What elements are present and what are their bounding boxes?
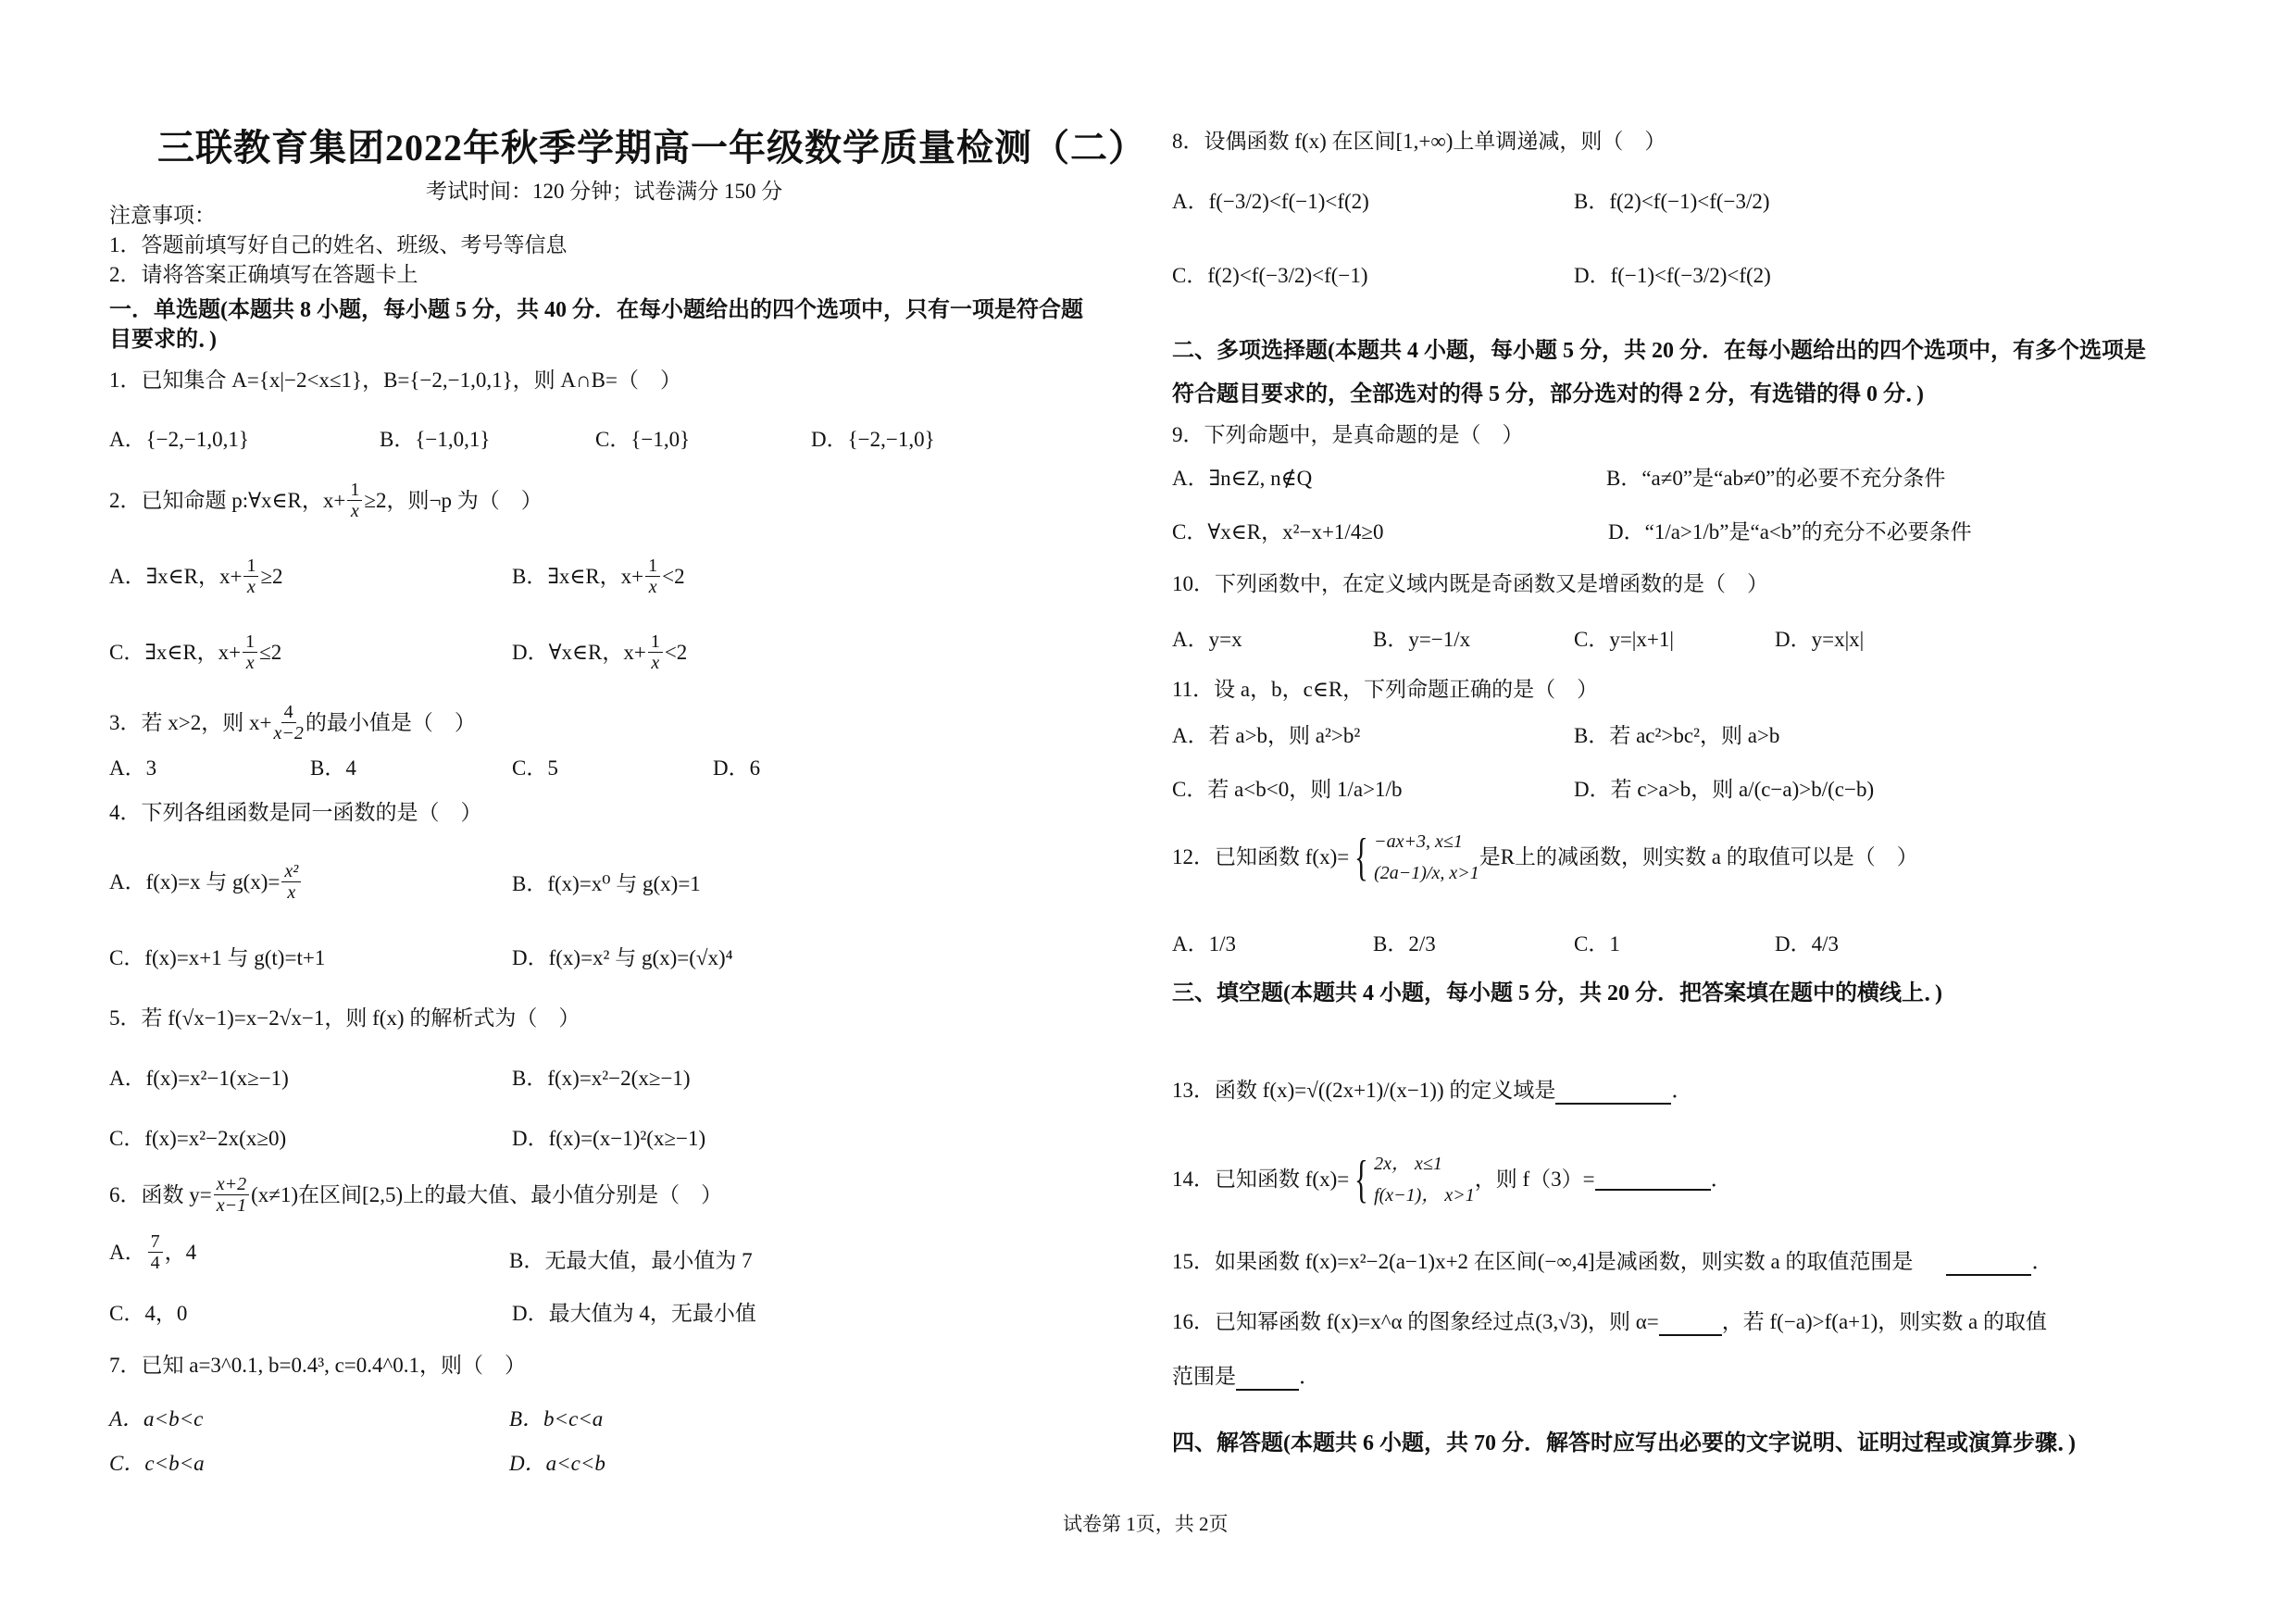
question-stem: 9．下列命题中，是真命题的是（ ）	[1172, 423, 1524, 446]
option-c: C．{−1,0}	[595, 428, 691, 451]
answer-blank[interactable]	[1555, 1082, 1671, 1105]
notice-item: 1．答题前填写好自己的姓名、班级、考号等信息	[109, 233, 568, 256]
option-a: A．{−2,−1,0,1}	[109, 428, 249, 451]
option-b: B．4	[310, 756, 356, 780]
option-a: A．∃x∈R，x+ $\frac{1}{x}$ ≥2	[109, 556, 283, 597]
option-d: D．{−2,−1,0}	[811, 428, 935, 451]
section-heading: 三、填空题(本题共 4 小题，每小题 5 分，共 20 分．把答案填在题中的横线上．)	[1172, 981, 1942, 1006]
question-stem: 3．若 x>2，则 x+ $\frac{4}{x-2}$ 的最小值是（ ）	[109, 702, 476, 743]
question-stem: 7．已知 a=3^0.1, b=0.4³, c=0.4^0.1，则（ ）	[109, 1354, 527, 1377]
option-d: D．f(x)=(x−1)²(x≥−1)	[512, 1127, 706, 1150]
question-stem: 13．函数 f(x)=√((2x+1)/(x−1)) 的定义域是 ．	[1172, 1077, 1692, 1105]
section-heading: 一．单选题(本题共 8 小题，每小题 5 分，共 40 分．在每小题给出的四个选项中，只有一项是符合题	[109, 298, 1083, 322]
question-stem: 12．已知函数 f(x)= { −ax+3, x≤1 (2a−1)/x, x>1 是R上的减函数，则实数 a 的取值可以是（ ）	[1172, 826, 1918, 889]
option-c: C．c<b<a	[109, 1452, 205, 1475]
fraction: $\frac{7}{4}$	[148, 1231, 163, 1273]
fraction: $\frac{1}{x}$	[648, 631, 663, 673]
option-c: C．y=|x+1|	[1574, 628, 1674, 651]
question-stem-line2: 范围是 ．	[1172, 1363, 1320, 1391]
question-stem: 16．已知幂函数 f(x)=x^α 的图象经过点(3,√3)，则 α= ，若 f(−a)>f(a+1)，则实数 a 的取值	[1172, 1308, 2047, 1336]
option-b: B．∃x∈R，x+ $\frac{1}{x}$ <2	[512, 556, 685, 597]
option-a: A．1/3	[1172, 932, 1236, 956]
exam-subtitle: 考试时间：120 分钟；试卷满分 150 分	[426, 180, 783, 203]
option-b: B．2/3	[1373, 932, 1436, 956]
question-stem: 11．设 a，b，c∈R，下列命题正确的是（ ）	[1172, 678, 1599, 701]
question-stem: 8．设偶函数 f(x) 在区间[1,+∞)上单调递减，则（ ）	[1172, 130, 1666, 153]
option-c: C．∀x∈R，x²−x+1/4≥0	[1172, 520, 1384, 543]
option-a: A．f(x)=x²−1(x≥−1)	[109, 1067, 289, 1090]
option-a: A．f(x)=x 与 g(x)= $\frac{\text{x²}}{x}$	[109, 861, 303, 903]
option-a: A．y=x	[1172, 628, 1242, 651]
question-stem	[109, 480, 543, 521]
option-a: A．3	[109, 756, 157, 780]
piecewise-cases: −ax+3, x≤1 (2a−1)/x, x>1	[1374, 831, 1479, 883]
option-c: C．f(x)=x²−2x(x≥0)	[109, 1127, 287, 1150]
fraction: $\frac{4}{x-2}$	[273, 702, 304, 743]
question-stem: 5．若 f(√x−1)=x−2√x−1，则 f(x) 的解析式为（ ）	[109, 1006, 580, 1030]
option-c: C．1	[1574, 932, 1620, 956]
fraction: $\frac{\text{x²}}{x}$	[281, 861, 301, 903]
fraction: $\frac{1}{x}$	[243, 631, 257, 673]
option-b: B．无最大值，最小值为 7	[509, 1249, 753, 1272]
option-d: D．a<c<b	[509, 1452, 605, 1475]
notice-heading: 注意事项：	[109, 204, 216, 227]
option-d: D．y=x|x|	[1775, 628, 1865, 651]
option-d: D．f(x)=x² 与 g(x)=(√x)⁴	[512, 946, 733, 969]
left-brace-icon: {	[1354, 829, 1369, 886]
exam-title: 三联教育集团2022年秋季学期高一年级数学质量检测（二）	[157, 127, 1146, 169]
piecewise-cases: 2x， x≤1 f(x−1)， x>1	[1374, 1154, 1475, 1206]
section-heading: 四、解答题(本题共 6 小题，共 70 分．解答时应写出必要的文字说明、证明过程或演算步骤．)	[1172, 1431, 2076, 1455]
section-heading: 二、多项选择题(本题共 4 小题，每小题 5 分，共 20 分．在每小题给出的四个选项中，有多个选项是	[1172, 339, 2146, 363]
section-heading: 符合题目要求的，全部选对的得 5 分，部分选对的得 2 分，有选错的得 0 分．)	[1172, 382, 1924, 406]
option-b: B．“a≠0”是“ab≠0”的必要不充分条件	[1606, 467, 1946, 490]
fraction: $\frac{1}{x}$	[347, 480, 362, 521]
option-a: A． $\frac{7}{4}$ ，4	[109, 1231, 197, 1273]
option-d: D．4/3	[1775, 932, 1839, 956]
option-b: B．f(x)=x²−2(x≥−1)	[512, 1067, 691, 1090]
option-b: B．f(2)<f(−1)<f(−3/2)	[1574, 190, 1770, 213]
fraction: $\frac{1}{x}$	[243, 556, 258, 597]
option-c: C．4，0	[109, 1302, 188, 1325]
question-stem: 4．下列各组函数是同一函数的是（ ）	[109, 801, 482, 824]
question-stem: 10．下列函数中，在定义域内既是奇函数又是增函数的是（ ）	[1172, 572, 1768, 595]
option-b: B．{−1,0,1}	[380, 428, 491, 451]
option-d: D．6	[713, 756, 761, 780]
option-d: D．“1/a>1/b”是“a<b”的充分不必要条件	[1608, 520, 1972, 543]
option-a: A．a<b<c	[109, 1407, 204, 1430]
option-d: D．若 c>a>b，则 a/(c−a)>b/(c−b)	[1574, 778, 1875, 801]
option-c: C．f(2)<f(−3/2)<f(−1)	[1172, 264, 1368, 287]
option-b: B．若 ac²>bc²，则 a>b	[1574, 724, 1780, 747]
question-stem: 6．函数 y= $\frac{x+2}{x-1}$ (x≠1)在区间[2,5)上的最大值、最小值分别是（ ）	[109, 1174, 723, 1216]
left-brace-icon: {	[1354, 1151, 1369, 1208]
option-b: B．b<c<a	[509, 1407, 604, 1430]
option-a: A．f(−3/2)<f(−1)<f(2)	[1172, 190, 1369, 213]
option-c: C．f(x)=x+1 与 g(t)=t+1	[109, 946, 326, 969]
option-a: A．若 a>b，则 a²>b²	[1172, 724, 1361, 747]
option-b: B．y=−1/x	[1373, 628, 1471, 651]
option-b: B．f(x)=x⁰ 与 g(x)=1	[512, 872, 701, 895]
page-footer: 试卷第 1页，共 2页	[1063, 1513, 1229, 1535]
question-stem: 14．已知函数 f(x)= { 2x， x≤1 f(x−1)， x>1 ，则 f（3）= ．	[1172, 1148, 1732, 1211]
answer-blank[interactable]	[1659, 1314, 1722, 1336]
option-c: C．5	[512, 756, 558, 780]
stem-prefix: 2．已知命题 p:∀x∈R，x+	[109, 488, 346, 512]
option-d: D．∀x∈R，x+ $\frac{1}{x}$ <2	[512, 631, 688, 673]
answer-blank[interactable]	[1236, 1368, 1299, 1391]
option-a: A．∃n∈Z, n∉Q	[1172, 467, 1313, 490]
fraction: $\frac{1}{x}$	[645, 556, 660, 597]
option-c: C．若 a<b<0，则 1/a>1/b	[1172, 778, 1403, 801]
option-c: C．∃x∈R，x+ $\frac{1}{x}$ ≤2	[109, 631, 282, 673]
question-stem: 15．如果函数 f(x)=x²−2(a−1)x+2 在区间(−∞,4]是减函数，则实数 a 的取值范围是 ．	[1172, 1248, 2053, 1276]
question-stem: 1．已知集合 A={x|−2<x≤1}，B={−2,−1,0,1}，则 A∩B=（ ）	[109, 369, 681, 392]
answer-blank[interactable]	[1946, 1254, 2031, 1276]
option-d: D．f(−1)<f(−3/2)<f(2)	[1574, 264, 1771, 287]
option-d: D．最大值为 4，无最小值	[512, 1302, 756, 1325]
section-heading: 目要求的．)	[109, 328, 217, 352]
stem-suffix: ≥2，则¬p 为（ ）	[364, 488, 543, 512]
notice-item: 2．请将答案正确填写在答题卡上	[109, 263, 418, 286]
fraction: $\frac{x+2}{x-1}$	[214, 1174, 249, 1216]
answer-blank[interactable]	[1595, 1168, 1711, 1191]
